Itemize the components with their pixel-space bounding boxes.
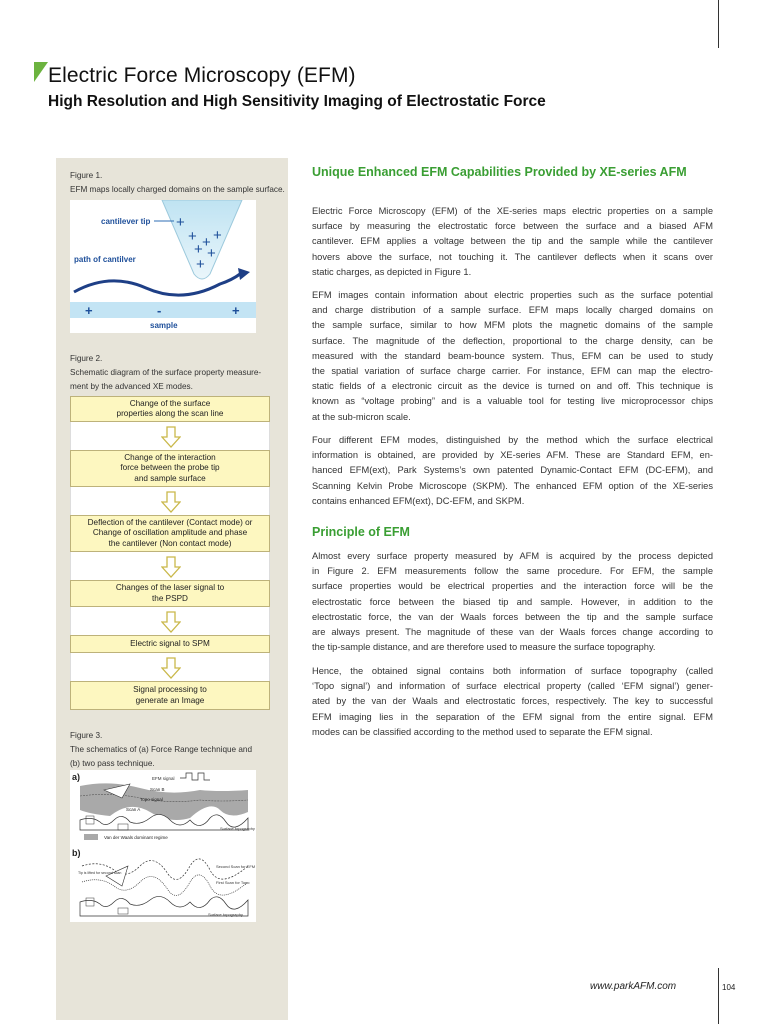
text-line: electrostatic force, the van der Waals forces between the tip and the sample surface bbox=[312, 611, 713, 622]
text-line: are always present. The magnitude of these van der Waals forces change according to bbox=[312, 627, 713, 638]
flow-step-text: properties along the scan line bbox=[116, 409, 224, 418]
text-line: contains enhanced EFM(ext), DC-EFM, and SKPM. bbox=[312, 495, 525, 506]
flow-arrow-icon bbox=[70, 607, 270, 635]
flow-step-text: Change of the surface bbox=[129, 398, 211, 408]
bottom-rule bbox=[718, 968, 719, 1024]
text-line: the sample surface, similar to how MFM plots the magnetic domains of the sample bbox=[312, 320, 713, 331]
text-line: surface properties would be electrical properties and the interaction force will be the bbox=[312, 581, 713, 592]
text-line: hanced EFM(ext), Park Systems’s own patented Dynamic-Contact EFM (DC-EFM), and bbox=[312, 465, 713, 476]
text-line: modes can be classified according to the method used to separate the EFM signal. bbox=[312, 726, 653, 737]
text-line: Almost every surface property measured by AFM is acquired by the process depicted bbox=[312, 551, 713, 561]
flow-step-5 bbox=[70, 635, 270, 653]
text-line: the spatial variation of surface charge carrier. For instance, EFM can map the electro- bbox=[312, 366, 713, 377]
paragraph-principle bbox=[312, 549, 713, 655]
text-line: Electric Force Microscopy (EFM) of the XE-series maps electric properties on a sample bbox=[312, 206, 713, 216]
figure2-caption-line: ment by the advanced XE modes. bbox=[70, 382, 193, 391]
paragraph-efm-images bbox=[312, 288, 713, 425]
text-line: static charges, as depicted in Figure 1. bbox=[312, 266, 472, 277]
flow-step-text: and sample surface bbox=[134, 473, 206, 483]
flow-step-6 bbox=[70, 681, 270, 710]
charge-plus: + bbox=[196, 256, 205, 273]
text-line: and charge distribution of a sample surface. EFM maps locally charged domains on bbox=[312, 305, 713, 316]
flow-step-3 bbox=[70, 515, 270, 552]
text-line: at the sub-micron scale. bbox=[312, 411, 411, 422]
flow-step-text: Deflection of the cantilever (Contact mode) or bbox=[87, 517, 253, 527]
flow-step-text: Signal processing to bbox=[133, 685, 207, 694]
text-line: ‘Topo signal’) and information of surface electrical property (called ‘EFM signal’) gener- bbox=[312, 681, 713, 692]
text-line: in Figure 2. EFM measurements follow the same procedure. For EFM, the sample bbox=[312, 566, 713, 577]
sample-plus: + bbox=[85, 303, 93, 318]
charge-plus: + bbox=[188, 228, 197, 245]
figure2-caption-title: Figure 2. bbox=[70, 354, 103, 363]
text-line: ated by the van der Waals and electrostatic forces, respectively. The key to successful bbox=[312, 696, 713, 707]
page-subtitle: High Resolution and High Sensitivity Imaging of Electrostatic Force bbox=[48, 93, 546, 110]
top-rule bbox=[718, 0, 719, 48]
figure3-caption-title: Figure 3. bbox=[70, 731, 103, 740]
path-label: path of cantilver bbox=[74, 255, 136, 264]
flow-arrow-icon bbox=[70, 487, 270, 515]
text-line: cantilever. EFM applies a voltage between the tip and the sample while the cantilever bbox=[312, 236, 713, 247]
text-line: the tip-sample distance, and are therefore used to measure the surface topography. bbox=[312, 642, 656, 653]
text-line: surface. The magnitude of the deflection, proportional to the charge density, can be bbox=[312, 335, 713, 346]
panel-a-label: a) bbox=[72, 772, 81, 782]
vdw-regime-label: Van der Waals dominant regime bbox=[104, 835, 168, 840]
paragraph-signal-separation bbox=[312, 664, 713, 740]
text-line: surface by measuring the electrostatic force between the surface and a biased AFM bbox=[312, 221, 713, 232]
text-line: Four different EFM modes, distinguished by the method which the surface electrical bbox=[312, 435, 713, 445]
text-line: measured with the standard beam-bounce system. Thus, EFM can be used to study bbox=[312, 350, 713, 361]
flow-step-text: Change of the interaction bbox=[124, 452, 216, 462]
flow-arrow-icon bbox=[70, 552, 270, 580]
sample-label: sample bbox=[150, 321, 178, 330]
flow-arrow-icon bbox=[70, 653, 270, 681]
flow-step-text: generate an Image bbox=[135, 695, 205, 705]
scan-b-label: Scan B bbox=[150, 787, 165, 792]
figure1-caption bbox=[70, 169, 285, 197]
text-line: Scanning Kelvin Probe Microscope (SKPM). The enhanced EFM option of the XE-series bbox=[312, 480, 713, 491]
section-heading-capabilities: Unique Enhanced EFM Capabilities Provided by XE-series AFM bbox=[312, 165, 687, 179]
flow-step-text: Electric signal to SPM bbox=[130, 638, 210, 648]
tip-label: cantilever tip bbox=[101, 217, 151, 226]
figure3-diagram bbox=[70, 770, 256, 922]
figure3-caption bbox=[70, 729, 285, 771]
text-line: information is obtained, are provided by XE-series AFM. These are Standard EFM, en- bbox=[312, 450, 713, 461]
scan-a-label: Scan A bbox=[126, 807, 141, 812]
charge-plus: + bbox=[194, 241, 203, 258]
figure1-diagram bbox=[70, 200, 256, 333]
figure1-caption-title: Figure 1. bbox=[70, 171, 103, 180]
figure2-caption bbox=[70, 352, 285, 394]
sample-minus: - bbox=[157, 303, 162, 318]
text-line: electrostatic force between the biased tip and sample. However, in addition to the bbox=[312, 596, 713, 607]
flow-step-text: Changes of the laser signal to bbox=[115, 583, 225, 592]
paragraph-efm-intro bbox=[312, 204, 713, 280]
page-title: Electric Force Microscopy (EFM) bbox=[48, 64, 356, 87]
text-line: static fields of a electronic circuit as the device is turned on and off. This technique is bbox=[312, 381, 713, 392]
charge-plus: + bbox=[176, 214, 185, 231]
figure3-caption-line: The schematics of (a) Force Range technique and bbox=[70, 745, 253, 754]
flow-step-text: the PSPD bbox=[152, 593, 188, 603]
topo-signal-label: Topo signal bbox=[140, 797, 163, 802]
sample-plus: + bbox=[232, 303, 240, 318]
title-marker-icon bbox=[34, 62, 48, 82]
figure2-caption-line: Schematic diagram of the surface property measure- bbox=[70, 368, 262, 377]
first-scan-label: First Scan for Topo bbox=[216, 880, 250, 885]
section-heading-principle: Principle of EFM bbox=[312, 525, 410, 539]
page-number: 104 bbox=[722, 983, 736, 992]
charge-plus: + bbox=[202, 234, 211, 251]
panel-b-label: b) bbox=[72, 848, 81, 858]
flow-step-2 bbox=[70, 450, 270, 487]
text-line: hovers above the surface, not touching it. The cantilever deflects when it scans over bbox=[312, 251, 713, 262]
flow-step-text: the cantilever (Non contact mode) bbox=[108, 538, 232, 548]
text-line: Hence, the obtained signal contains both information of surface topography (called bbox=[312, 666, 713, 676]
flow-arrow-icon bbox=[70, 422, 270, 450]
surface-topography-label-a: Surface topography bbox=[220, 826, 255, 831]
flow-step-text: force between the probe tip bbox=[120, 463, 220, 473]
flow-step-1 bbox=[70, 396, 270, 422]
text-line: EFM imaging lies in the separation of the EFM signal from the entire signal. EFM bbox=[312, 711, 713, 722]
text-line: EFM images contain information about electric properties such as the surface potential bbox=[312, 290, 713, 300]
text-line: known as “voltage probing” and is a valuable tool for testing live microprocessor chips bbox=[312, 396, 713, 407]
paragraph-efm-modes bbox=[312, 433, 713, 509]
flow-step-4 bbox=[70, 580, 270, 607]
figure1-caption-text: EFM maps locally charged domains on the sample surface. bbox=[70, 185, 285, 194]
charge-plus: + bbox=[213, 227, 222, 244]
footer-url-link[interactable]: www.parkAFM.com bbox=[590, 981, 677, 992]
charge-plus: + bbox=[207, 245, 216, 262]
figure3-caption-line: (b) two pass technique. bbox=[70, 759, 155, 768]
tip-lifted-label: Tip is lifted for second scan bbox=[78, 871, 122, 875]
surface-topography-label-b: Surface topography bbox=[208, 912, 243, 917]
efm-signal-label: EFM signal bbox=[152, 776, 175, 781]
second-scan-label: Second Scan for EFM bbox=[216, 864, 256, 869]
flow-step-text: Change of oscillation amplitude and phase bbox=[92, 528, 248, 538]
